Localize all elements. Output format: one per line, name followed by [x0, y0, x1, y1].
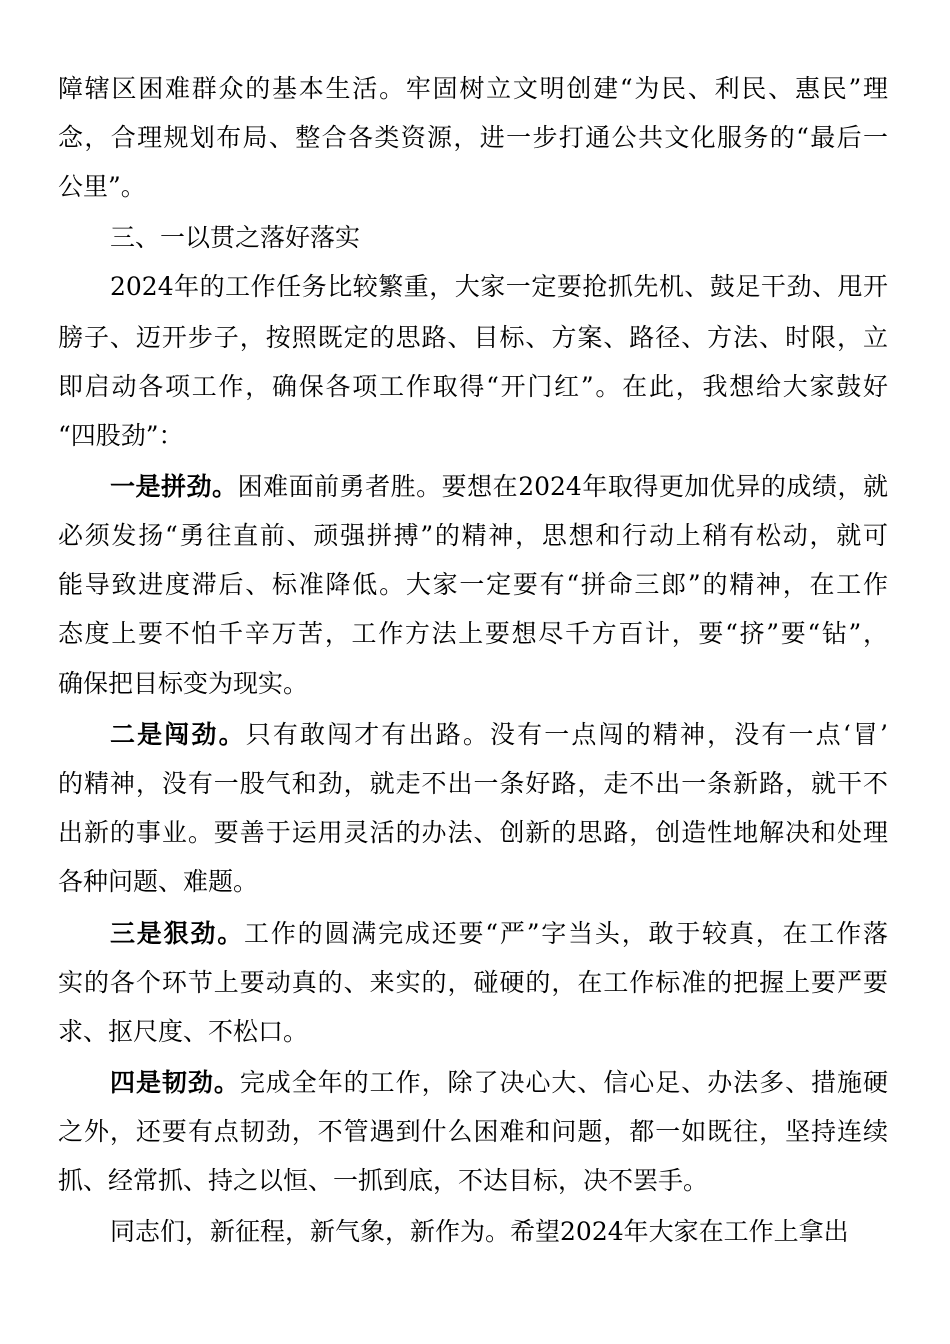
point-1-line-2: 必须发扬“勇往直前、顽强拼搏”的精神，思想和行动上稍有松动，就可 — [58, 521, 888, 550]
intro-line-1: 障辖区困难群众的基本生活。牢固树立文明创建“为民、利民、惠民”理 — [58, 74, 888, 103]
point-4-first-line — [110, 1067, 888, 1099]
point-2-line-2: 的精神，没有一股气和劲，就走不出一条好路，走不出一条新路，就干不 — [58, 769, 888, 798]
point-3-line-2: 实的各个环节上要动真的、来实的，碰硬的，在工作标准的把握上要严要 — [58, 968, 888, 997]
para-2024-line-1: 2024年的工作任务比较繁重，大家一定要抢抓先机、鼓足干劲、甩开 — [110, 272, 888, 301]
para-2024-line-2: 膀子、迈开步子，按照既定的思路、目标、方案、路径、方法、时限，立 — [58, 323, 888, 352]
point-4-first-text: 完成全年的工作，除了决心大、信心足、办法多、措施硬 — [239, 1068, 888, 1097]
point-1-first-line — [110, 471, 888, 503]
para-2024-line-4: “四股劲”： — [58, 421, 184, 450]
intro-line-2: 念，合理规划布局、整合各类资源，进一步打通公共文化服务的“最后一 — [58, 123, 888, 152]
point-4-lead: 四是韧劲。 — [110, 1068, 240, 1097]
point-3-lead: 三是狠劲。 — [110, 919, 245, 948]
point-3-first-text: 工作的圆满完成还要“严”字当头，敢于较真，在工作落 — [244, 919, 888, 948]
point-4-line-2: 之外，还要有点韧劲，不管遇到什么困难和问题，都一如既往，坚持连续 — [58, 1117, 888, 1146]
point-2-lead: 二是闯劲。 — [110, 720, 246, 749]
point-4-line-3: 抓、经常抓、持之以恒、一抓到底，不达目标，决不罢手。 — [58, 1166, 709, 1195]
point-3-line-3: 求、抠尺度、不松口。 — [58, 1017, 309, 1046]
point-2-line-4: 各种问题、难题。 — [58, 867, 259, 896]
point-2-line-3: 出新的事业。要善于运用灵活的办法、创新的思路，创造性地解决和处理 — [58, 818, 888, 847]
point-2-first-text: 只有敢闯才有出路。没有一点闯的精神，没有一点‘冒’ — [245, 720, 888, 749]
point-1-line-3: 能导致进度滞后、标准降低。大家一定要有“拼命三郎”的精神，在工作 — [58, 570, 888, 599]
para-2024-line-3: 即启动各项工作，确保各项工作取得“开门红”。在此，我想给大家鼓好 — [58, 372, 888, 401]
point-1-lead: 一是拼劲。 — [110, 472, 238, 501]
closing-line-1: 同志们，新征程，新气象，新作为。希望2024年大家在工作上拿出 — [110, 1217, 849, 1246]
section-heading: 三、一以贯之落好落实 — [110, 223, 361, 252]
point-1-line-4: 态度上要不怕千辛万苦，工作方法上要想尽千方百计，要“挤”要“钻”， — [58, 619, 888, 648]
point-1-line-5: 确保把目标变为现实。 — [58, 669, 309, 698]
point-3-first-line — [110, 918, 888, 950]
intro-line-3: 公里”。 — [58, 172, 146, 201]
point-1-first-text: 困难面前勇者胜。要想在2024年取得更加优异的成绩，就 — [237, 472, 888, 501]
point-2-first-line — [110, 719, 888, 751]
